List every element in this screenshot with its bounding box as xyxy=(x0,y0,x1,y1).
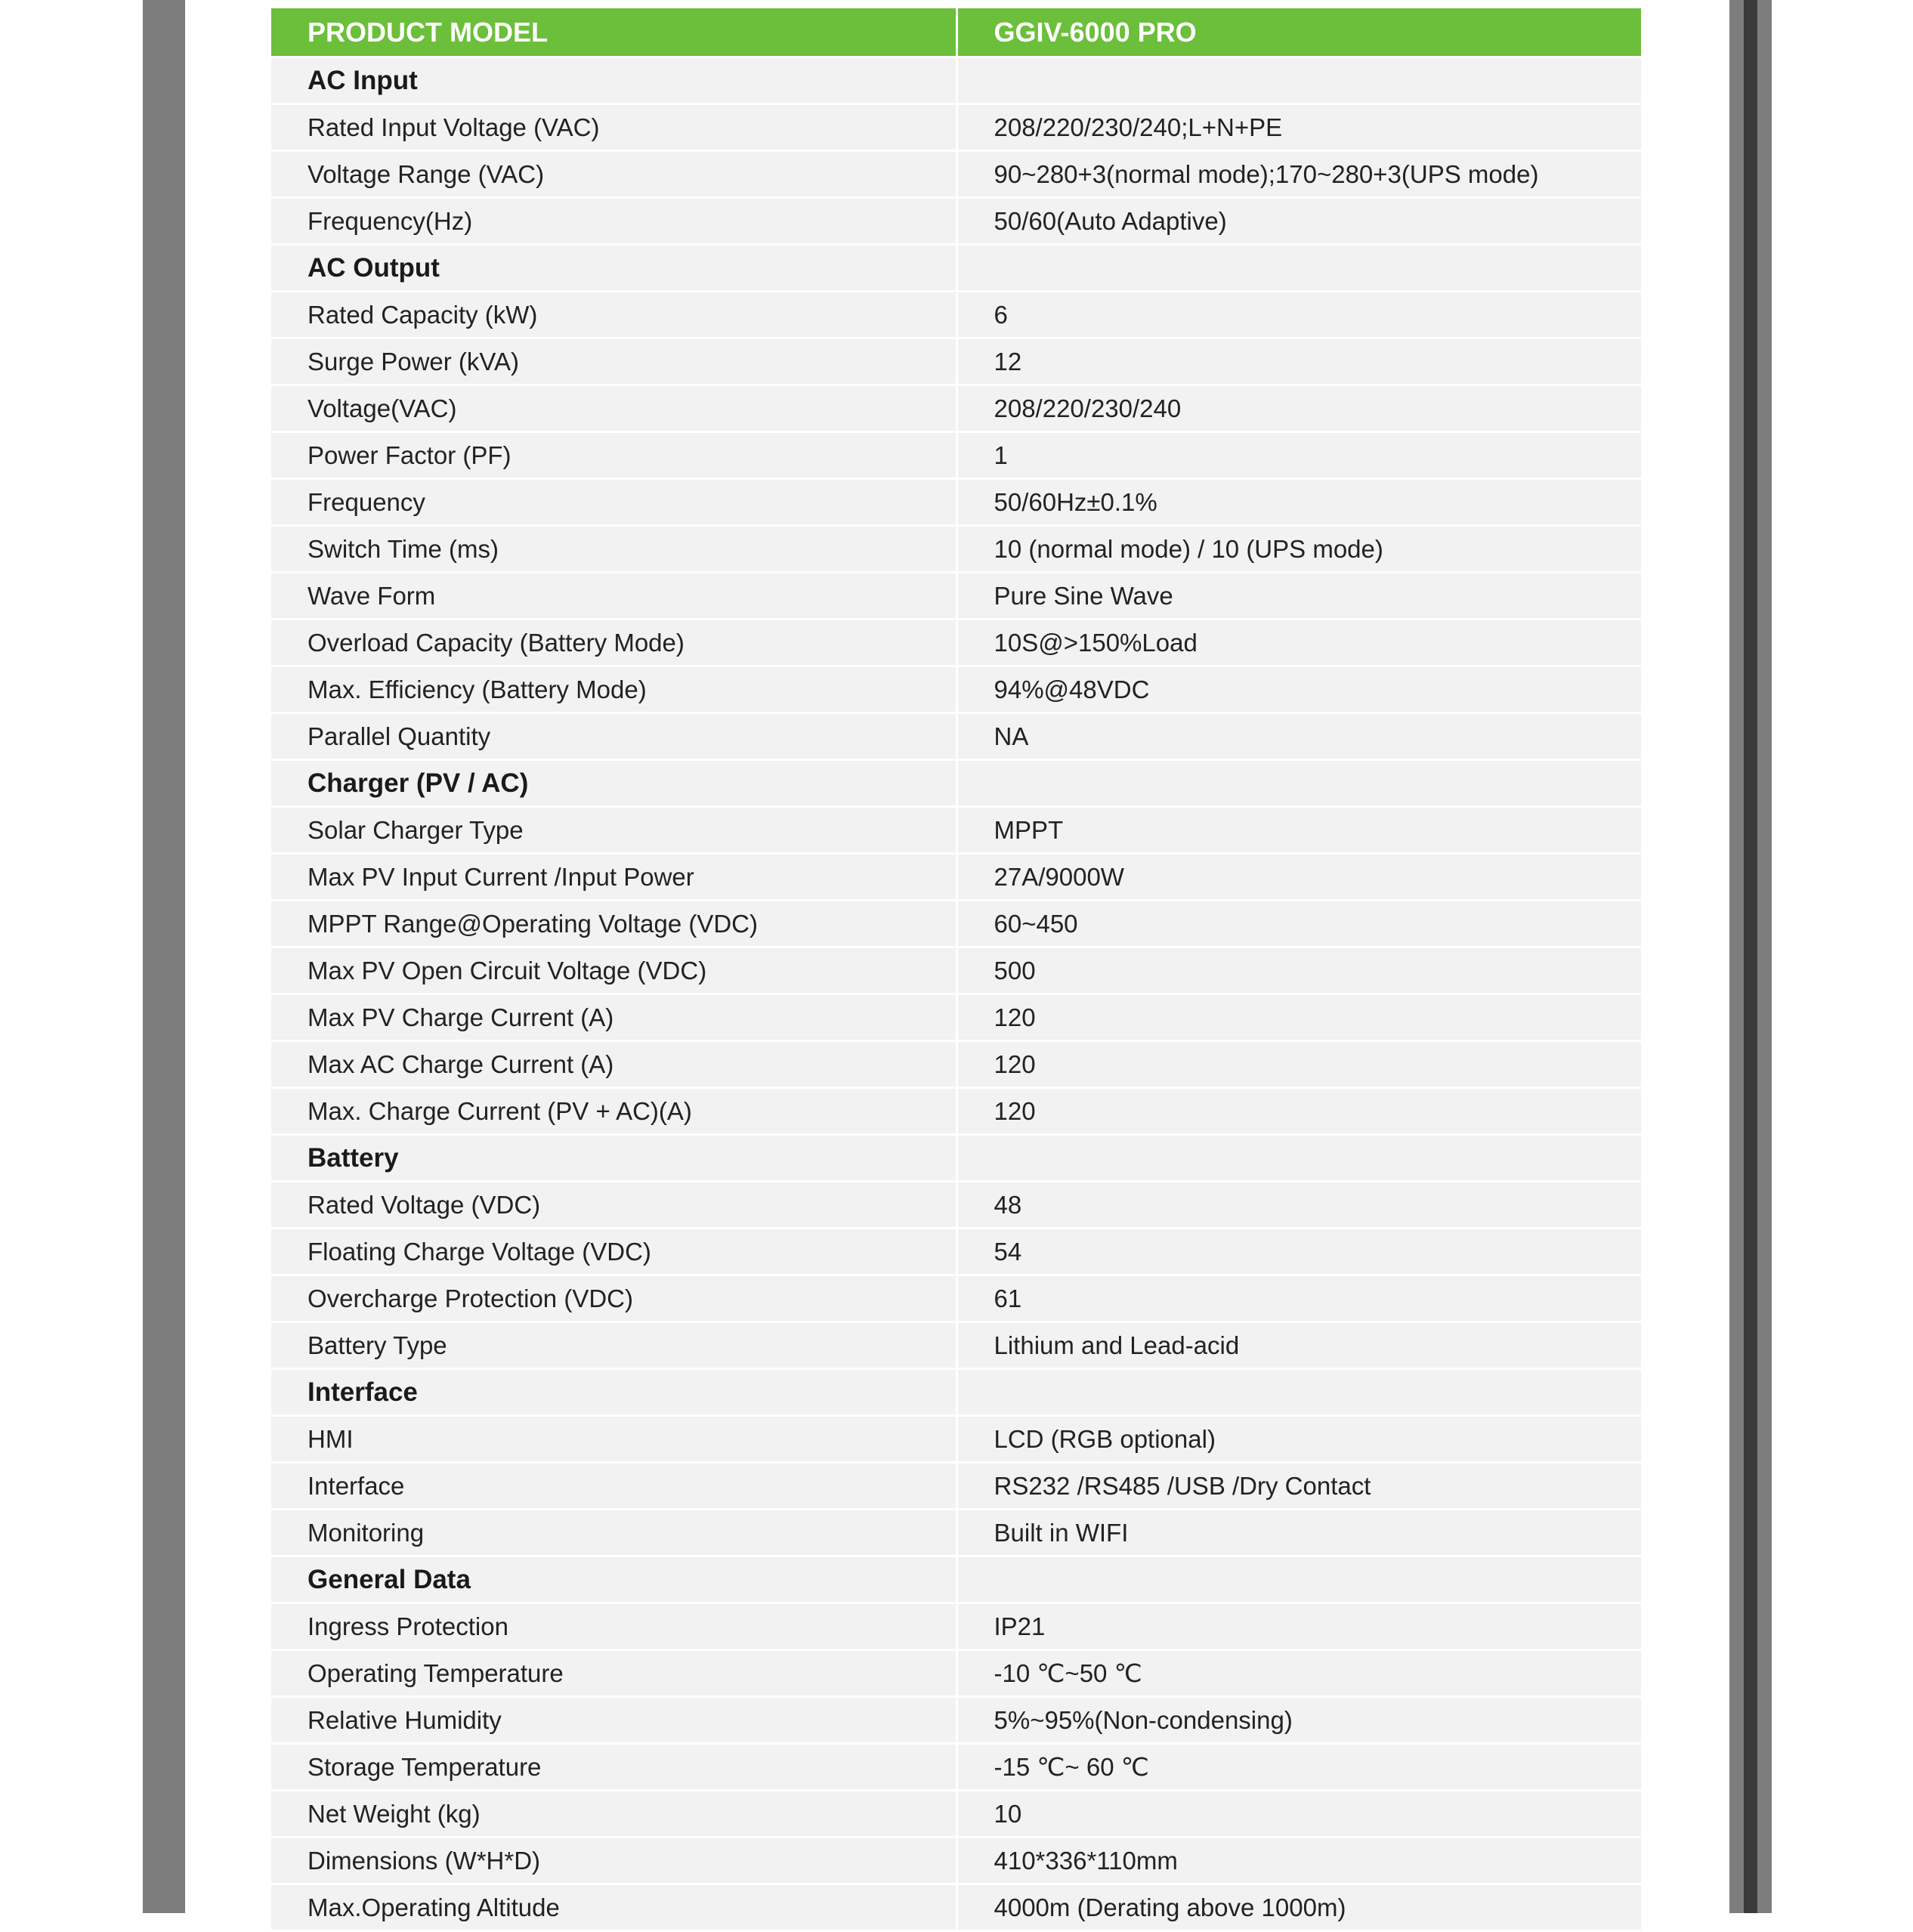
spec-label: Max. Charge Current (PV + AC)(A) xyxy=(271,1088,956,1135)
spec-value: 90~280+3(normal mode);170~280+3(UPS mode) xyxy=(956,151,1641,198)
spec-value: 120 xyxy=(956,1041,1641,1088)
spec-value: 4000m (Derating above 1000m) xyxy=(956,1884,1641,1931)
spec-label: MPPT Range@Operating Voltage (VDC) xyxy=(271,901,956,947)
spec-value: 50/60Hz±0.1% xyxy=(956,479,1641,526)
spec-value: 410*336*110mm xyxy=(956,1838,1641,1884)
spec-label: Frequency(Hz) xyxy=(271,198,956,245)
spec-label: Wave Form xyxy=(271,573,956,620)
spec-value: -10 ℃~50 ℃ xyxy=(956,1650,1641,1697)
spec-value: 27A/9000W xyxy=(956,854,1641,901)
spec-label: Voltage Range (VAC) xyxy=(271,151,956,198)
spec-value: 10 xyxy=(956,1791,1641,1838)
spec-label: Dimensions (W*H*D) xyxy=(271,1838,956,1884)
spec-label: Power Factor (PF) xyxy=(271,432,956,479)
spec-label: Surge Power (kVA) xyxy=(271,338,956,385)
table-row xyxy=(271,1322,1641,1369)
section-title: AC Input xyxy=(271,57,956,104)
spec-value: 10S@>150%Load xyxy=(956,620,1641,666)
section-header-row xyxy=(271,1369,1641,1416)
spec-label: Voltage(VAC) xyxy=(271,385,956,432)
header-model: GGIV-6000 PRO xyxy=(956,8,1641,57)
table-row xyxy=(271,1838,1641,1884)
table-row xyxy=(271,338,1641,385)
spec-table-body xyxy=(271,8,1641,1931)
spec-table xyxy=(271,8,1641,1932)
spec-label: Frequency xyxy=(271,479,956,526)
table-row xyxy=(271,713,1641,760)
section-value-empty xyxy=(956,245,1641,292)
spec-value: 120 xyxy=(956,1088,1641,1135)
spec-value: 54 xyxy=(956,1229,1641,1275)
table-row xyxy=(271,292,1641,338)
section-header-row xyxy=(271,245,1641,292)
spec-label: Monitoring xyxy=(271,1510,956,1556)
spec-label: Max.Operating Altitude xyxy=(271,1884,956,1931)
section-header-row xyxy=(271,1135,1641,1182)
section-value-empty xyxy=(956,1556,1641,1603)
spec-label: Overcharge Protection (VDC) xyxy=(271,1275,956,1322)
spec-value: RS232 /RS485 /USB /Dry Contact xyxy=(956,1463,1641,1510)
spec-value: 208/220/230/240 xyxy=(956,385,1641,432)
table-row xyxy=(271,1182,1641,1229)
table-row xyxy=(271,1744,1641,1791)
spec-value: 6 xyxy=(956,292,1641,338)
spec-label: Max PV Input Current /Input Power xyxy=(271,854,956,901)
section-header-row xyxy=(271,57,1641,104)
spec-value: Lithium and Lead-acid xyxy=(956,1322,1641,1369)
section-value-empty xyxy=(956,57,1641,104)
spec-label: Max PV Open Circuit Voltage (VDC) xyxy=(271,947,956,994)
table-row xyxy=(271,151,1641,198)
spec-label: Net Weight (kg) xyxy=(271,1791,956,1838)
table-row xyxy=(271,573,1641,620)
spec-label: Rated Voltage (VDC) xyxy=(271,1182,956,1229)
table-row xyxy=(271,1697,1641,1744)
spec-value: 120 xyxy=(956,994,1641,1041)
section-value-empty xyxy=(956,1369,1641,1416)
spec-label: Floating Charge Voltage (VDC) xyxy=(271,1229,956,1275)
spec-label: Interface xyxy=(271,1463,956,1510)
table-row xyxy=(271,1229,1641,1275)
spec-value: 48 xyxy=(956,1182,1641,1229)
spec-value: NA xyxy=(956,713,1641,760)
table-header-row xyxy=(271,8,1641,57)
spec-label: Max AC Charge Current (A) xyxy=(271,1041,956,1088)
spec-value: 94%@48VDC xyxy=(956,666,1641,713)
table-row xyxy=(271,198,1641,245)
table-row xyxy=(271,1603,1641,1650)
table-row xyxy=(271,901,1641,947)
spec-value: LCD (RGB optional) xyxy=(956,1416,1641,1463)
section-title: Battery xyxy=(271,1135,956,1182)
spec-value: 1 xyxy=(956,432,1641,479)
spec-label: Switch Time (ms) xyxy=(271,526,956,573)
spec-label: Max PV Charge Current (A) xyxy=(271,994,956,1041)
spec-sheet xyxy=(271,8,1641,1932)
spec-label: Ingress Protection xyxy=(271,1603,956,1650)
table-row xyxy=(271,1041,1641,1088)
spec-value: 60~450 xyxy=(956,901,1641,947)
section-title: Interface xyxy=(271,1369,956,1416)
spec-label: Overload Capacity (Battery Mode) xyxy=(271,620,956,666)
spec-label: Rated Input Voltage (VAC) xyxy=(271,104,956,151)
table-row xyxy=(271,994,1641,1041)
spec-label: Relative Humidity xyxy=(271,1697,956,1744)
table-row xyxy=(271,947,1641,994)
section-value-empty xyxy=(956,1135,1641,1182)
table-row xyxy=(271,1275,1641,1322)
spec-value: 61 xyxy=(956,1275,1641,1322)
spec-value: MPPT xyxy=(956,807,1641,854)
section-header-row xyxy=(271,1556,1641,1603)
table-row xyxy=(271,1463,1641,1510)
spec-value: Pure Sine Wave xyxy=(956,573,1641,620)
spec-value: 10 (normal mode) / 10 (UPS mode) xyxy=(956,526,1641,573)
table-row xyxy=(271,1884,1641,1931)
spec-value: -15 ℃~ 60 ℃ xyxy=(956,1744,1641,1791)
table-row xyxy=(271,854,1641,901)
section-title: General Data xyxy=(271,1556,956,1603)
table-row xyxy=(271,479,1641,526)
spec-value: IP21 xyxy=(956,1603,1641,1650)
table-row xyxy=(271,620,1641,666)
section-title: Charger (PV / AC) xyxy=(271,760,956,807)
section-header-row xyxy=(271,760,1641,807)
spec-label: Storage Temperature xyxy=(271,1744,956,1791)
spec-label: Operating Temperature xyxy=(271,1650,956,1697)
table-row xyxy=(271,807,1641,854)
spec-label: Battery Type xyxy=(271,1322,956,1369)
header-label: PRODUCT MODEL xyxy=(271,8,956,57)
section-value-empty xyxy=(956,760,1641,807)
table-row xyxy=(271,1088,1641,1135)
spec-value: 500 xyxy=(956,947,1641,994)
spec-label: Max. Efficiency (Battery Mode) xyxy=(271,666,956,713)
table-row xyxy=(271,1791,1641,1838)
spec-value: 208/220/230/240;L+N+PE xyxy=(956,104,1641,151)
right-dark-band xyxy=(1744,0,1757,1913)
spec-label: Solar Charger Type xyxy=(271,807,956,854)
spec-label: HMI xyxy=(271,1416,956,1463)
section-title: AC Output xyxy=(271,245,956,292)
table-row xyxy=(271,1416,1641,1463)
table-row xyxy=(271,1510,1641,1556)
spec-value: Built in WIFI xyxy=(956,1510,1641,1556)
table-row xyxy=(271,1650,1641,1697)
spec-value: 50/60(Auto Adaptive) xyxy=(956,198,1641,245)
table-row xyxy=(271,385,1641,432)
table-row xyxy=(271,104,1641,151)
table-row xyxy=(271,526,1641,573)
table-row xyxy=(271,432,1641,479)
spec-value: 12 xyxy=(956,338,1641,385)
spec-value: 5%~95%(Non-condensing) xyxy=(956,1697,1641,1744)
left-gray-band xyxy=(143,0,185,1913)
table-row xyxy=(271,666,1641,713)
spec-label: Parallel Quantity xyxy=(271,713,956,760)
spec-label: Rated Capacity (kW) xyxy=(271,292,956,338)
